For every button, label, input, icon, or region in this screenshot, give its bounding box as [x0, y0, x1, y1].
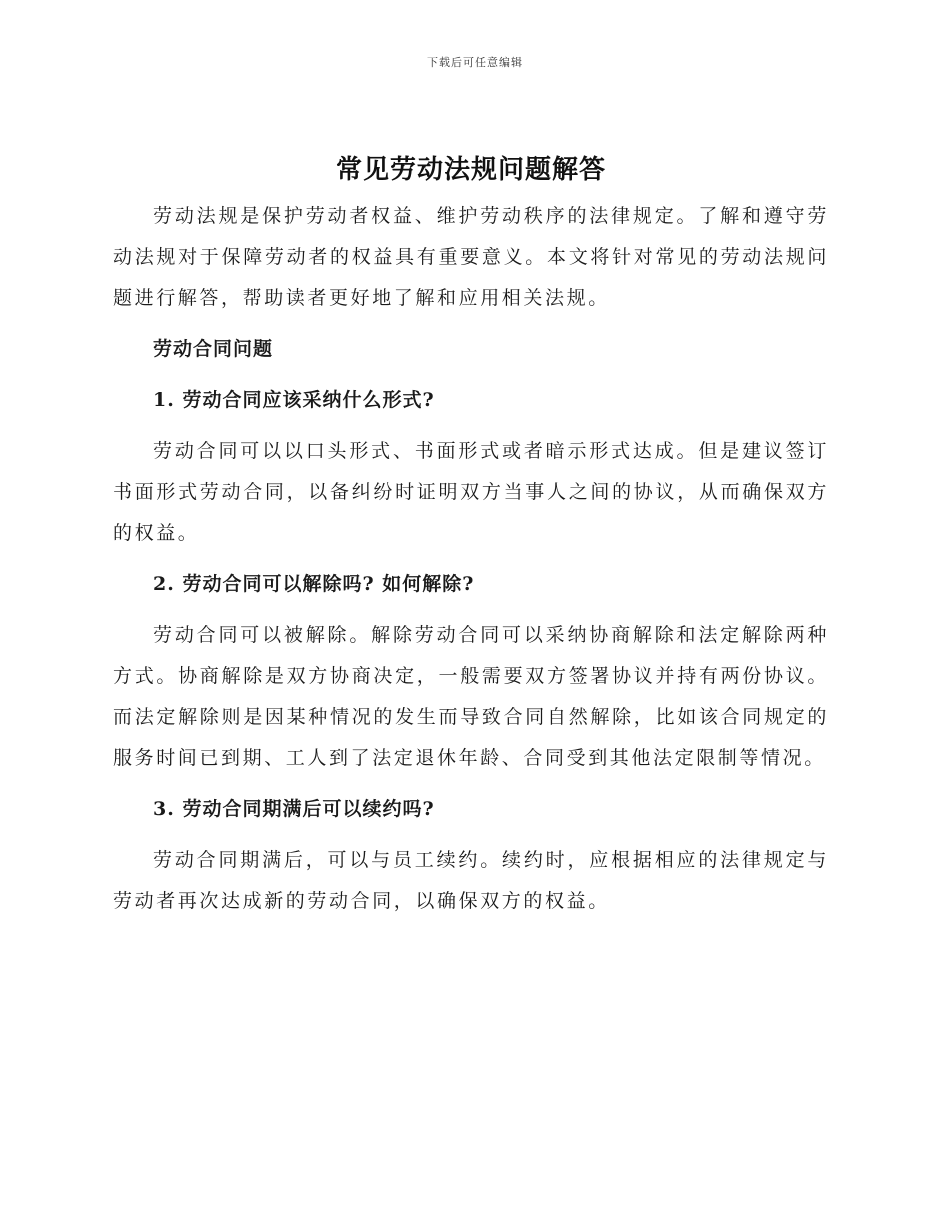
header-note: 下载后可任意编辑 — [427, 56, 523, 69]
answer-3: 劳动合同期满后，可以与员工续约。续约时，应根据相应的法律规定与劳动者再次达成新的劳动合同，以确保双方的权益。 — [113, 849, 829, 912]
section-heading: 劳动合同问题 — [153, 338, 274, 360]
answer-2: 劳动合同可以被解除。解除劳动合同可以采纳协商解除和法定解除两种方式。协商解除是双方协商决定，一般需要双方签署协议并持有两份协议。而法定解除则是因某种情况的发生而导致合同自然解除，比如该合同规定的服务时间已到期、工人到了法定退休年龄、合同受到其他法定限制等情况。 — [113, 624, 829, 769]
question-3: 3. 劳动合同期满后可以续约吗? — [153, 798, 435, 820]
document-body — [113, 150, 829, 922]
document-title: 常见劳动法规问题解答 — [335, 155, 606, 185]
answer-1: 劳动合同可以以口头形式、书面形式或者暗示形式达成。但是建议签订书面形式劳动合同，以备纠纷时证明双方当事人之间的协议，从而确保双方的权益。 — [113, 440, 829, 544]
question-2: 2. 劳动合同可以解除吗? 如何解除? — [153, 573, 475, 595]
intro-paragraph: 劳动法规是保护劳动者权益、维护劳动秩序的法律规定。了解和遵守劳动法规对于保障劳动者的权益具有重要意义。本文将针对常见的劳动法规问题进行解答，帮助读者更好地了解和应用相关法规。 — [113, 205, 829, 309]
question-1: 1. 劳动合同应该采纳什么形式? — [153, 389, 435, 411]
